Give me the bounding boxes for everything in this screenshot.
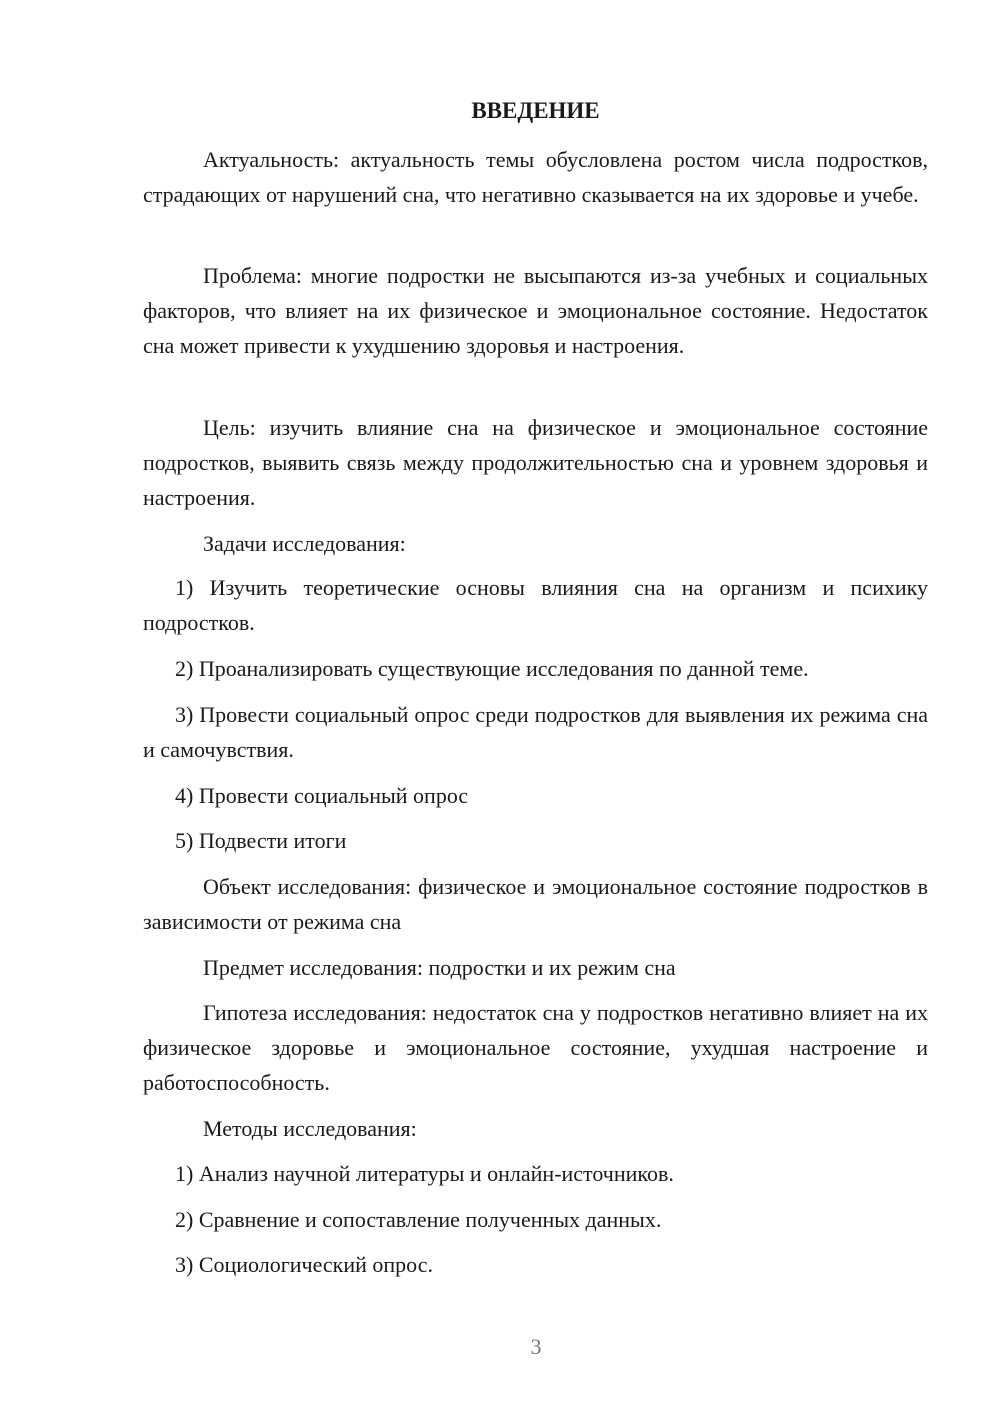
page-title: ВВЕДЕНИЕ [471, 98, 600, 123]
page-number: 3 [530, 1334, 542, 1359]
goal-paragraph: Цель: изучить влияние сна на физическое и эмоциональное состояние подростков, выявить связь между продолжительностью сна и уровнем здоровья и настроения. [143, 415, 928, 510]
task-item-3: 3) Провести социальный опрос среди подростков для выявления их режима сна и самочувствия. [143, 702, 928, 762]
task-item-5: 5) Подвести итоги [175, 828, 347, 853]
relevance-paragraph: Актуальность: актуальность темы обусловлена ростом числа подростков, страдающих от нарушений сна, что негативно сказывается на их здоровье и учебе. [143, 147, 928, 207]
task-item-4: 4) Провести социальный опрос [175, 783, 469, 808]
hypothesis-paragraph: Гипотеза исследования: недостаток сна у подростков негативно влияет на их физическое здоровье и эмоциональное состояние, ухудшая настроение и работоспособность. [143, 1000, 928, 1095]
methods-heading: Методы исследования: [203, 1116, 417, 1141]
task-item-1: 1) Изучить теоретические основы влияния сна на организм и психику подростков. [143, 575, 928, 635]
method-item-3: 3) Социологический опрос. [175, 1252, 433, 1277]
tasks-heading: Задачи исследования: [203, 531, 406, 556]
research-subject-paragraph: Предмет исследования: подростки и их режим сна [203, 955, 676, 980]
research-object-paragraph: Объект исследования: физическое и эмоциональное состояние подростков в зависимости от режима сна [143, 874, 928, 934]
task-item-2: 2) Проанализировать существующие исследования по данной теме. [175, 656, 809, 681]
method-item-1: 1) Анализ научной литературы и онлайн-источников. [175, 1161, 674, 1186]
problem-paragraph: Проблема: многие подростки не высыпаются из-за учебных и социальных факторов, что влияет на их физическое и эмоциональное состояние. Недостаток сна может привести к ухудшению здоровья и настроения. [143, 263, 928, 358]
method-item-2: 2) Сравнение и сопоставление полученных данных. [175, 1207, 662, 1232]
